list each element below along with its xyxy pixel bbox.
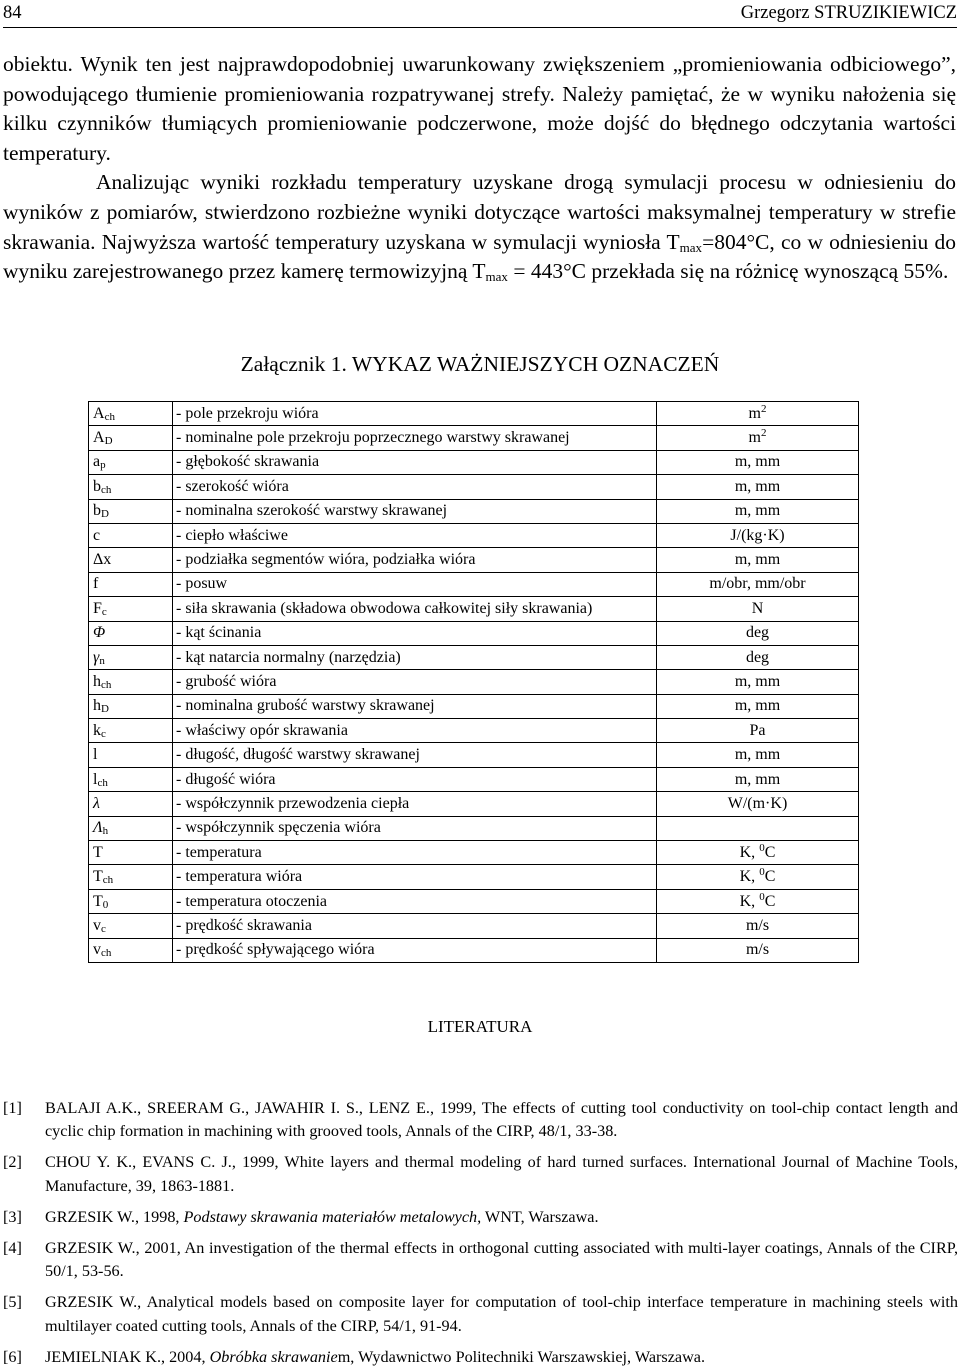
symbol-row: [89, 645, 859, 669]
symbol-unit: [657, 865, 859, 889]
symbol-letter: l: [93, 746, 98, 764]
symbol-subscript: ch: [102, 874, 114, 887]
symbol-subscript: h: [102, 825, 109, 838]
symbol-unit: [657, 670, 859, 694]
symbols-table: [88, 401, 859, 963]
unit-text: Pa: [749, 721, 766, 739]
symbol-cell: [89, 645, 173, 669]
references-list: [3, 1097, 958, 1369]
reference-title-italic: Obróbka skrawanie: [209, 1347, 338, 1366]
symbol-row: [89, 572, 859, 596]
symbol-row: [89, 426, 859, 450]
symbol-cell: [89, 572, 173, 596]
symbol-description: - ciepło właściwe: [173, 523, 657, 547]
symbol-subscript: n: [99, 654, 105, 667]
symbol-row: [89, 694, 859, 718]
unit-superscript: 0: [759, 866, 765, 879]
unit-text: m, mm: [734, 477, 781, 495]
reference-number: [6]: [3, 1347, 22, 1366]
unit-text: m, mm: [734, 502, 781, 520]
symbol-subscript: ch: [104, 410, 115, 423]
reference-item: [3, 1346, 958, 1369]
symbol-description: - kąt natarcia normalny (narzędzia): [173, 645, 657, 669]
symbol-letter: T: [93, 868, 103, 886]
symbol-description: - głębokość skrawania: [173, 450, 657, 474]
unit-text: m, mm: [734, 770, 781, 788]
symbol-row: [89, 450, 859, 474]
symbol-unit: [657, 792, 859, 816]
symbol-letter: b: [93, 502, 101, 520]
reference-text: GRZESIK W., 2001, An investigation of the thermal effects in orthogonal cutting associated with multi-layer coatings, Annals of the CIRP, 50/1, 53-56.: [45, 1239, 958, 1281]
symbol-cell: [89, 670, 173, 694]
reference-text: CHOU Y. K., EVANS C. J., 1999, White layers and thermal modeling of hard turned surfaces. International Journal of Machine Tools, Manufacture, 39, 1863-1881.: [45, 1153, 958, 1195]
reference-text: WNT, Warszawa.: [481, 1207, 599, 1226]
unit-text: m/s: [745, 916, 770, 934]
symbol-unit: [657, 694, 859, 718]
symbol-subscript: p: [100, 459, 106, 472]
symbol-letter: l: [93, 770, 98, 788]
symbol-cell: [89, 743, 173, 767]
symbol-letter: c: [93, 526, 101, 544]
symbol-cell: [89, 402, 173, 426]
body-text: [3, 50, 956, 287]
unit-text: N: [751, 599, 764, 617]
symbol-row: [89, 475, 859, 499]
unit-text: m: [748, 429, 761, 447]
symbol-row: [89, 914, 859, 938]
symbol-cell: [89, 767, 173, 791]
reference-item: [3, 1291, 958, 1337]
reference-text: BALAJI A.K., SREERAM G., JAWAHIR I. S., LENZ E., 1999, The effects of cutting tool conductivity on tool-chip contact length and cyclic chip formation in machining with grooved tools, Annals of the CIRP, 48/1, 33-38.: [45, 1099, 958, 1141]
reference-number: [1]: [3, 1099, 22, 1117]
symbol-cell: [89, 792, 173, 816]
symbol-row: [89, 865, 859, 889]
unit-text: K,: [739, 868, 760, 886]
symbol-cell: [89, 548, 173, 572]
reference-item: [3, 1206, 958, 1229]
unit-text: m, mm: [734, 746, 781, 764]
symbol-letter: F: [93, 599, 102, 617]
unit-text: deg: [745, 648, 770, 666]
symbol-letter: Δx: [93, 551, 112, 569]
symbol-unit: [657, 475, 859, 499]
unit-superscript: 0: [759, 841, 765, 854]
reference-number: [3]: [3, 1207, 22, 1226]
symbol-row: [89, 816, 859, 840]
unit-text: m, mm: [734, 697, 781, 715]
symbol-description: - nominalna szerokość warstwy skrawanej: [173, 499, 657, 523]
symbol-row: [89, 719, 859, 743]
symbol-description: - pole przekroju wióra: [173, 402, 657, 426]
symbol-cell: [89, 816, 173, 840]
symbol-subscript: ch: [101, 483, 112, 496]
unit-tail: C: [764, 868, 776, 886]
symbol-subscript: c: [101, 922, 106, 935]
symbol-unit: [657, 450, 859, 474]
symbol-letter: γ: [93, 648, 100, 666]
symbol-description: - temperatura otoczenia: [173, 889, 657, 913]
symbol-letter: A: [93, 429, 105, 447]
symbol-row: [89, 767, 859, 791]
symbol-unit: [657, 426, 859, 450]
symbol-description: - długość wióra: [173, 767, 657, 791]
unit-text: K,: [739, 843, 760, 861]
symbol-unit: [657, 767, 859, 791]
symbol-row: [89, 938, 859, 962]
symbol-unit: [657, 621, 859, 645]
symbol-letter: b: [93, 477, 101, 495]
unit-tail: C: [764, 892, 776, 910]
symbol-unit: [657, 719, 859, 743]
reference-item: [3, 1097, 958, 1143]
symbol-row: [89, 743, 859, 767]
symbol-unit: [657, 548, 859, 572]
symbol-row: [89, 670, 859, 694]
symbol-description: - temperatura: [173, 841, 657, 865]
symbol-description: - współczynnik przewodzenia ciepła: [173, 792, 657, 816]
symbol-subscript: ch: [101, 678, 112, 691]
reference-text: JEMIELNIAK K., 2004,: [45, 1347, 210, 1366]
symbol-unit: [657, 645, 859, 669]
symbol-row: [89, 841, 859, 865]
symbol-letter: A: [93, 404, 105, 422]
symbol-description: - nominalna grubość warstwy skrawanej: [173, 694, 657, 718]
symbol-cell: [89, 938, 173, 962]
unit-text: m, mm: [734, 453, 781, 471]
paragraph-1: obiektu. Wynik ten jest najprawdopodobniej uwarunkowany zwiększeniem „promieniowania odbiciowego”, powodującego tłumienie promieniowania rozpatrywanej strefy. Należy pamiętać, że w wyniku nałożenia się kilku czynników tłumiących promieniowanie podczerwone, może dojść do błędnego odczytania wartości temperatury.: [3, 52, 956, 165]
symbol-cell: [89, 597, 173, 621]
symbol-description: - szerokość wióra: [173, 475, 657, 499]
symbol-description: - nominalne pole przekroju poprzecznego warstwy skrawanej: [173, 426, 657, 450]
symbol-letter: Φ: [93, 624, 106, 642]
symbol-cell: [89, 694, 173, 718]
symbol-description: - posuw: [173, 572, 657, 596]
reference-title-italic: Podstawy skrawania materiałów metalowych,: [183, 1207, 482, 1226]
symbol-unit: [657, 523, 859, 547]
symbol-unit: [657, 597, 859, 621]
symbol-cell: [89, 865, 173, 889]
unit-text: K,: [739, 892, 760, 910]
appendix-title: Załącznik 1. WYKAZ WAŻNIEJSZYCH OZNACZEŃ: [240, 352, 720, 376]
symbol-unit: [657, 743, 859, 767]
symbol-subscript: D: [104, 435, 113, 448]
reference-number: [4]: [3, 1239, 22, 1258]
reference-text: GRZESIK W., Analytical models based on composite layer for computation of tool-chip interface temperature in machining steels with multilayer coated cutting tools, Annals of the CIRP, 54/1, 91-94.: [45, 1293, 958, 1335]
unit-text: m, mm: [734, 672, 781, 690]
symbol-description: - grubość wióra: [173, 670, 657, 694]
symbol-description: - długość, długość warstwy skrawanej: [173, 743, 657, 767]
unit-text: J/(kg·K): [730, 526, 785, 544]
symbol-unit: [657, 938, 859, 962]
symbol-row: [89, 523, 859, 547]
symbol-subscript: 0: [102, 898, 109, 911]
paragraph-2: Analizując wyniki rozkładu temperatury uzyskane drogą symulacji procesu w odniesieniu do wyników z pomiarów, stwierdzono rozbieżne wyniki dotyczące wartości maksymalnej temperatury w strefie skrawania. Najwyższa wartość temperatury uzyskana w symulacji wyniosła $T_{max}=804^\circ C$, co w odniesieniu do wyniku zarejestrowanego przez kamerę termowizyjną $T_{max} = 443^\circ C$ przekłada się na różnicę wynoszącą 55%.: [3, 170, 956, 285]
unit-superscript: 2: [760, 427, 767, 440]
symbol-row: [89, 792, 859, 816]
symbol-letter: k: [93, 721, 101, 739]
symbol-cell: [89, 450, 173, 474]
symbol-description: - prędkość spływającego wióra: [173, 938, 657, 962]
symbol-description: - właściwy opór skrawania: [173, 719, 657, 743]
symbol-description: - siła skrawania (składowa obwodowa całkowitej siły skrawania): [173, 597, 657, 621]
symbol-row: [89, 621, 859, 645]
literature-title: LITERATURA: [427, 1017, 533, 1036]
symbol-cell: [89, 499, 173, 523]
symbol-unit: [657, 841, 859, 865]
symbol-row: [89, 548, 859, 572]
symbol-letter: a: [93, 453, 101, 471]
symbol-description: - kąt ścinania: [173, 621, 657, 645]
symbol-cell: [89, 889, 173, 913]
symbol-row: [89, 889, 859, 913]
reference-text: GRZESIK W., 1998,: [45, 1207, 184, 1226]
symbol-letter: h: [93, 672, 101, 690]
symbol-cell: [89, 426, 173, 450]
symbol-description: - podziałka segmentów wióra, podziałka wióra: [173, 548, 657, 572]
symbol-unit: [657, 499, 859, 523]
symbol-letter: T: [93, 892, 103, 910]
reference-number: [2]: [3, 1153, 22, 1172]
symbol-subscript: c: [101, 605, 107, 618]
unit-text: m: [748, 404, 761, 422]
symbol-description: - współczynnik spęczenia wióra: [173, 816, 657, 840]
symbol-letter: v: [93, 916, 101, 934]
symbol-cell: [89, 914, 173, 938]
symbol-cell: [89, 475, 173, 499]
symbol-subscript: D: [101, 508, 109, 521]
symbol-letter: T: [93, 843, 103, 861]
reference-item: [3, 1237, 958, 1283]
symbol-subscript: c: [101, 727, 106, 740]
unit-text: deg: [745, 624, 770, 642]
running-author: Grzegorz STRUZIKIEWICZ: [740, 3, 957, 23]
unit-text: m/s: [745, 941, 770, 959]
unit-tail: C: [764, 843, 776, 861]
symbol-description: - temperatura wióra: [173, 865, 657, 889]
symbol-unit: [657, 572, 859, 596]
symbol-cell: [89, 841, 173, 865]
symbol-subscript: ch: [97, 776, 108, 789]
unit-superscript: 0: [759, 890, 765, 903]
symbol-unit: [657, 914, 859, 938]
symbol-row: [89, 499, 859, 523]
unit-text: m, mm: [734, 551, 781, 569]
symbol-letter: v: [93, 941, 101, 959]
unit-text: W/(m·K): [727, 794, 788, 812]
unit-superscript: 2: [760, 402, 767, 415]
symbol-letter: Λ: [93, 819, 103, 837]
symbol-row: [89, 597, 859, 621]
symbol-subscript: D: [101, 703, 109, 716]
symbol-subscript: ch: [101, 947, 112, 960]
symbol-cell: [89, 523, 173, 547]
symbol-unit: [657, 402, 859, 426]
symbol-cell: [89, 719, 173, 743]
page-header: [3, 0, 957, 28]
symbol-description: - prędkość skrawania: [173, 914, 657, 938]
reference-text: m, Wydawnictwo Politechniki Warszawskiej, Warszawa.: [337, 1347, 705, 1366]
symbol-letter: f: [93, 575, 99, 593]
reference-item: [3, 1151, 958, 1197]
symbol-unit: [657, 889, 859, 913]
unit-text: m/obr, mm/obr: [709, 575, 806, 593]
symbol-letter: λ: [93, 794, 100, 812]
symbol-letter: h: [93, 697, 101, 715]
symbol-cell: [89, 621, 173, 645]
symbol-row: [89, 402, 859, 426]
page-number: 84: [3, 3, 22, 23]
symbol-unit: [657, 816, 859, 840]
reference-number: [5]: [3, 1293, 22, 1312]
